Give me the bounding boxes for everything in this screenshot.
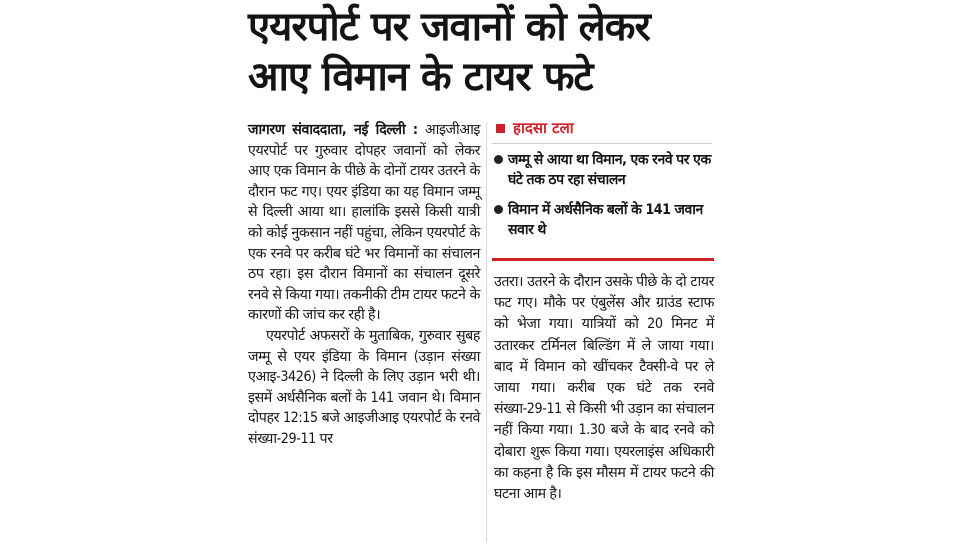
article-paragraph-2: एयरपोर्ट अफसरों के मुताबिक, गुरुवार सुबह जम्मू से एयर इंडिया के विमान (उड़ान संख्या एआइ-3426) ने दिल्ली के लिए उड़ान भरी थी। इसमें अर्धसैनिक बलों के 141 जवान थे। विमान दोपहर 12:15 बजे आइजीआइ एयरपोर्ट के रनवे संख्या-29-11 पर [248,327,480,447]
column-divider [486,122,487,542]
article-left-column [248,120,480,450]
highlight-bottom-rule [492,258,714,261]
bullet-text: जम्मू से आया था विमान, एक रनवे पर एक घंटे तक ठप रहा संचालन [508,152,711,188]
bullet-text: विमान में अर्धसैनिक बलों के 141 जवान सवार थे [508,202,703,238]
bullet-dot-icon [494,205,503,214]
highlight-label-text: हादसा टला [513,119,574,137]
highlight-bullet [494,200,712,240]
newspaper-clipping [238,0,720,545]
article-paragraph-3: उतरा। उतरने के दौरान उसके पीछे के दो टायर फट गए। मौके पर एंबुलेंस और ग्राउंड स्टाफ को भेजा गया। यात्रियों को 20 मिनट में उतारकर टर्मिनल बिल्डिंग में ले जाया गया। बाद में विमान को खींचकर टैक्सी-वे पर ले जाया गया। करीब एक घंटे तक रनवे संख्या-29-11 से किसी भी उड़ान का संचालन नहीं किया गया। 1.30 बजे के बाद रनवे को दोबारा शुरू किया गया। एयरलाइंस अधिकारी का कहना है कि इस मौसम में टायर फटने की घटना आम है। [494,274,714,503]
red-square-icon [496,124,505,133]
paragraph-1-text: आइजीआइ एयरपोर्ट पर गुरुवार दोपहर जवानों को लेकर आए एक विमान के पीछे के दोनों टायर उतरने के दौरान फट गए। एयर इंडिया का यह विमान जम्मू से दिल्ली आया था। हालांकि इससे किसी यात्री को कोई नुकसान नहीं पहुंचा, लेकिन एयरपोर्ट के एक रनवे पर करीब घंटे भर विमानों का संचालन ठप रहा। इस दौरान विमानों का संचालन दूसरे रनवे से किया गया। तकनीकी टीम टायर फटने के कारणों की जांच कर रही है। [248,122,480,324]
article-right-column [494,272,714,505]
highlight-bullets [494,150,712,250]
article-paragraph-1 [248,120,480,326]
byline: जागरण संवाददाता, नई दिल्ली : [248,122,418,138]
highlight-top-rule [492,143,712,144]
bullet-dot-icon [494,155,503,164]
headline: एयरपोर्ट पर जवानों को लेकर आए विमान के टायर फटे [248,4,650,100]
highlight-label [496,117,574,139]
highlight-bullet [494,150,712,190]
